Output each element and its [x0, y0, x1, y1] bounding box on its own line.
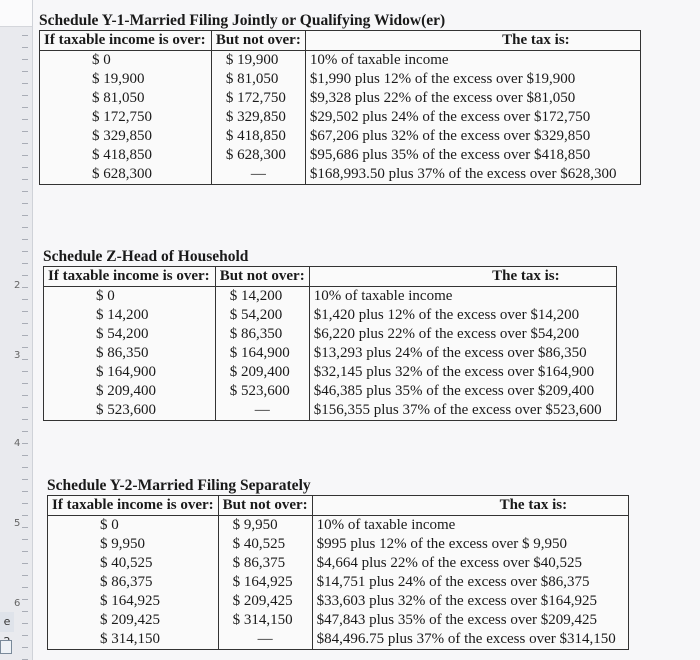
cell-not-over: $ 172,750 — [211, 89, 305, 108]
cell-over: $ 0 — [44, 287, 216, 307]
cell-over: $ 209,400 — [44, 382, 216, 401]
schedule-title: Schedule Z-Head of Household — [43, 248, 249, 265]
table-row — [40, 89, 641, 108]
table-row — [44, 306, 617, 325]
cell-tax: $4,664 plus 22% of the excess over $40,525 — [312, 554, 628, 573]
ruler-top-tab — [0, 0, 32, 27]
tax-table — [43, 266, 617, 421]
cell-not-over: $ 164,900 — [215, 344, 309, 363]
cell-tax: $13,293 plus 24% of the excess over $86,350 — [309, 344, 616, 363]
cell-over: $ 164,925 — [48, 592, 219, 611]
header-not-over: But not over: — [211, 31, 305, 51]
cell-over: $ 81,050 — [40, 89, 212, 108]
cell-over: $ 172,750 — [40, 108, 212, 127]
table-header-row — [44, 267, 617, 287]
cell-not-over: $ 523,600 — [215, 382, 309, 401]
cell-tax: $46,385 plus 35% of the excess over $209,400 — [309, 382, 616, 401]
cell-over: $ 14,200 — [44, 306, 216, 325]
cell-not-over: $ 19,900 — [211, 51, 305, 71]
cell-tax: $1,420 plus 12% of the excess over $14,200 — [309, 306, 616, 325]
cell-over: $ 0 — [48, 516, 219, 536]
cell-not-over: $ 9,950 — [218, 516, 312, 536]
cell-tax: $84,496.75 plus 37% of the excess over $314,150 — [312, 630, 628, 650]
cell-tax: $6,220 plus 22% of the excess over $54,200 — [309, 325, 616, 344]
cell-not-over: $ 628,300 — [211, 146, 305, 165]
cell-tax: $14,751 plus 24% of the excess over $86,375 — [312, 573, 628, 592]
cell-not-over: $ 209,400 — [215, 363, 309, 382]
schedule-title: Schedule Y-1-Married Filing Jointly or Qualifying Widow(er) — [39, 12, 446, 29]
cell-over: $ 523,600 — [44, 401, 216, 421]
table-row — [44, 325, 617, 344]
table-row — [48, 554, 629, 573]
table-row — [44, 363, 617, 382]
document-page — [33, 0, 700, 660]
cell-not-over: — — [211, 165, 305, 185]
cell-tax: $33,603 plus 32% of the excess over $164,925 — [312, 592, 628, 611]
table-row — [44, 344, 617, 363]
header-tax: The tax is: — [305, 31, 640, 51]
cell-not-over: — — [218, 630, 312, 650]
cell-tax: $995 plus 12% of the excess over $ 9,950 — [312, 535, 628, 554]
table-row — [44, 287, 617, 307]
cell-over: $ 314,150 — [48, 630, 219, 650]
cell-not-over: $ 418,850 — [211, 127, 305, 146]
table-row — [48, 516, 629, 536]
table-row — [48, 630, 629, 650]
table-row — [48, 611, 629, 630]
table-row — [44, 382, 617, 401]
cell-tax: $29,502 plus 24% of the excess over $172,750 — [305, 108, 640, 127]
cell-over: $ 164,900 — [44, 363, 216, 382]
table-header-row — [48, 496, 629, 516]
cell-tax: $168,993.50 plus 37% of the excess over $628,300 — [305, 165, 640, 185]
header-tax: The tax is: — [309, 267, 616, 287]
ruler-number: 5 — [14, 518, 21, 529]
cell-tax: 10% of taxable income — [312, 516, 628, 536]
cell-over: $ 9,950 — [48, 535, 219, 554]
ruler-number: 4 — [14, 438, 21, 449]
cell-not-over: $ 86,375 — [218, 554, 312, 573]
ruler-number: 2 — [14, 280, 21, 291]
header-over: If taxable income is over: — [48, 496, 219, 516]
cell-tax: $32,145 plus 32% of the excess over $164,900 — [309, 363, 616, 382]
cell-over: $ 86,350 — [44, 344, 216, 363]
header-not-over: But not over: — [215, 267, 309, 287]
navigation-button[interactable] — [0, 640, 12, 654]
table-row — [48, 573, 629, 592]
table-row — [40, 165, 641, 185]
cell-over: $ 54,200 — [44, 325, 216, 344]
table-header-row — [40, 31, 641, 51]
cell-over: $ 40,525 — [48, 554, 219, 573]
cell-not-over: $ 329,850 — [211, 108, 305, 127]
cell-not-over: — — [215, 401, 309, 421]
table-row — [40, 70, 641, 89]
cell-not-over: $ 164,925 — [218, 573, 312, 592]
cell-tax: $47,843 plus 35% of the excess over $209,425 — [312, 611, 628, 630]
cell-tax: 10% of taxable income — [309, 287, 616, 307]
schedule-y1 — [39, 12, 641, 185]
schedule-title: Schedule Y-2-Married Filing Separately — [47, 477, 311, 494]
tax-table — [47, 495, 629, 650]
tax-table — [39, 30, 641, 185]
cell-not-over: $ 81,050 — [211, 70, 305, 89]
vertical-ruler — [0, 0, 33, 660]
schedule-z — [43, 248, 617, 421]
cell-tax: $156,355 plus 37% of the excess over $523,600 — [309, 401, 616, 421]
table-row — [40, 127, 641, 146]
table-row — [40, 108, 641, 127]
table-row — [44, 401, 617, 421]
cell-over: $ 0 — [40, 51, 212, 71]
cell-not-over: $ 314,150 — [218, 611, 312, 630]
cell-over: $ 19,900 — [40, 70, 212, 89]
header-over: If taxable income is over: — [44, 267, 216, 287]
cell-not-over: $ 209,425 — [218, 592, 312, 611]
cell-not-over: $ 86,350 — [215, 325, 309, 344]
table-row — [48, 592, 629, 611]
header-over: If taxable income is over: — [40, 31, 212, 51]
table-row — [48, 535, 629, 554]
cell-not-over: $ 54,200 — [215, 306, 309, 325]
cell-over: $ 628,300 — [40, 165, 212, 185]
table-row — [40, 51, 641, 71]
cell-tax: $67,206 plus 32% of the excess over $329,850 — [305, 127, 640, 146]
cell-over: $ 209,425 — [48, 611, 219, 630]
cell-over: $ 418,850 — [40, 146, 212, 165]
table-row — [40, 146, 641, 165]
schedule-y2 — [47, 477, 629, 650]
page-indicator: e — [0, 612, 14, 632]
cell-not-over: $ 40,525 — [218, 535, 312, 554]
header-tax: The tax is: — [312, 496, 628, 516]
cell-not-over: $ 14,200 — [215, 287, 309, 307]
header-not-over: But not over: — [218, 496, 312, 516]
cell-over: $ 86,375 — [48, 573, 219, 592]
cell-tax: $1,990 plus 12% of the excess over $19,900 — [305, 70, 640, 89]
ruler-number: 6 — [14, 598, 21, 609]
cell-over: $ 329,850 — [40, 127, 212, 146]
cell-tax: $95,686 plus 35% of the excess over $418,850 — [305, 146, 640, 165]
cell-tax: $9,328 plus 22% of the excess over $81,050 — [305, 89, 640, 108]
cell-tax: 10% of taxable income — [305, 51, 640, 71]
ruler-number: 3 — [14, 350, 21, 361]
